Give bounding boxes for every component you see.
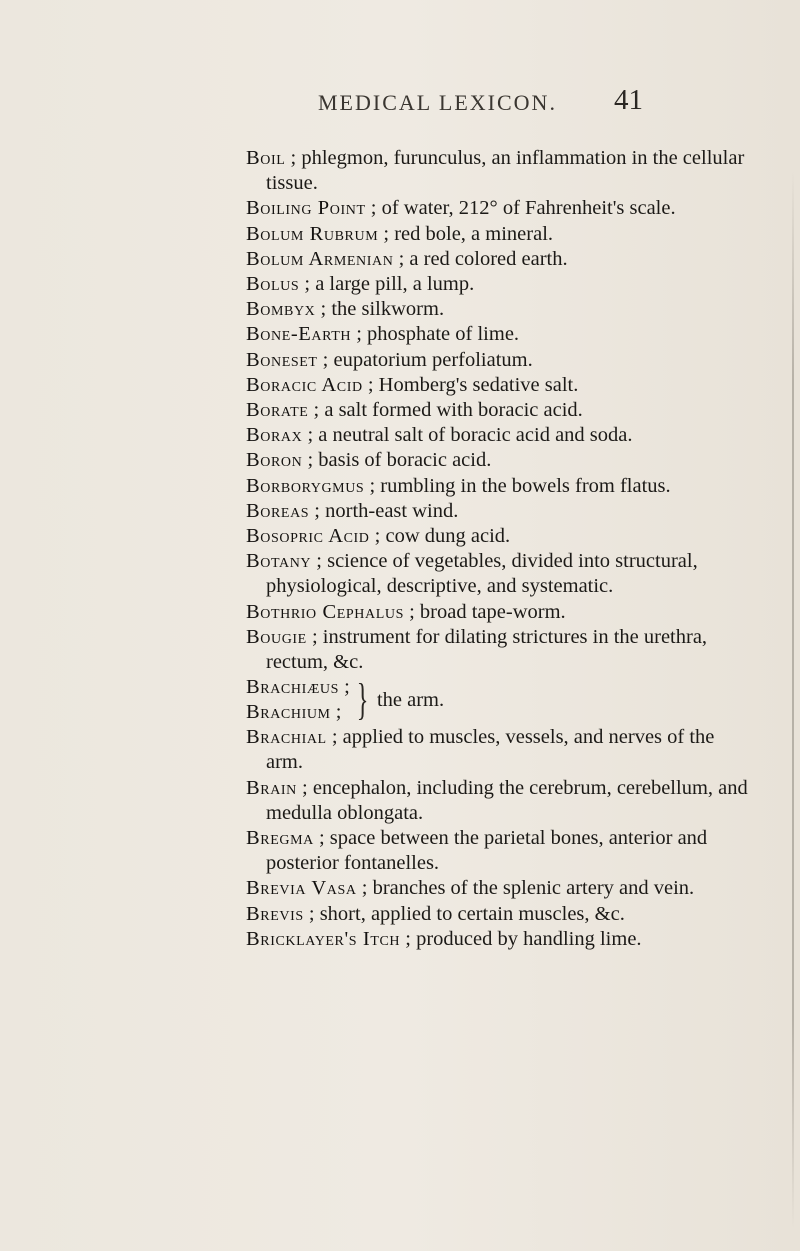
lexicon-entry: Boneset ; eupatorium perfoliatum.: [246, 348, 533, 371]
running-head: MEDICAL LEXICON.: [318, 90, 557, 115]
brace-term-brachiaeus: Brachiæus: [246, 676, 339, 699]
lexicon-entry: Bolum Armenian ; a red colored earth.: [246, 247, 568, 270]
curly-brace-icon: }: [356, 675, 369, 725]
lexicon-entry: Brain ; encephalon, including the cerebrum, cerebellum, and medulla oblongata.: [246, 776, 748, 824]
brace-term-brachium: Brachium: [246, 701, 331, 724]
lexicon-entry: Boiling Point ; of water, 212° of Fahrenheit's scale.: [246, 197, 676, 220]
brace-entry: [246, 675, 756, 725]
lexicon-entry: Borax ; a neutral salt of boracic acid and soda.: [246, 424, 633, 447]
lexicon-entry: Brevis ; short, applied to certain muscles, &c.: [246, 902, 625, 925]
lexicon-entry: Bosopric Acid ; cow dung acid.: [246, 525, 511, 548]
lexicon-entry: Bombyx ; the silkworm.: [246, 298, 445, 321]
brace-definition: the arm.: [376, 688, 445, 711]
lexicon-entry: Brevia Vasa ; branches of the splenic artery and vein.: [246, 877, 695, 900]
lexicon-entry: Boracic Acid ; Homberg's sedative salt.: [246, 373, 579, 396]
lexicon-entry: Bougie ; instrument for dilating strictures in the urethra, rectum, &c.: [246, 625, 708, 674]
lexicon-entry: Borate ; a salt formed with boracic acid.: [246, 399, 583, 422]
lexicon-entry: Bothrio Cephalus ; broad tape-worm.: [246, 600, 566, 623]
lexicon-entry: Bone-Earth ; phosphate of lime.: [246, 323, 520, 346]
lexicon-entry: Borborygmus ; rumbling in the bowels from flatus.: [246, 474, 671, 497]
page-header: [0, 84, 800, 130]
lexicon-entries: [246, 146, 756, 952]
lexicon-entry: Boreas ; north-east wind.: [246, 499, 459, 522]
lexicon-entry: Bricklayer's Itch ; produced by handling lime.: [246, 927, 642, 950]
lexicon-entry: Botany ; science of vegetables, divided into structural, physiological, descriptive, and systematic.: [246, 550, 698, 598]
lexicon-entry: Boil ; phlegmon, furunculus, an inflammation in the cellular tissue.: [246, 147, 745, 195]
lexicon-entry: Bolum Rubrum ; red bole, a mineral.: [246, 222, 554, 245]
lexicon-entry: Boron ; basis of boracic acid.: [246, 449, 492, 472]
page-edge-shadow: [792, 170, 794, 1230]
lexicon-entry: Bolus ; a large pill, a lump.: [246, 273, 475, 296]
lexicon-entry: Bregma ; space between the parietal bones, anterior and posterior fontanelles.: [246, 827, 708, 875]
brace-terms: Brachiæus ; Brachium ;: [246, 676, 350, 724]
lexicon-entry: Brachial ; applied to muscles, vessels, and nerves of the arm.: [246, 726, 715, 774]
page-number: 41: [614, 84, 643, 116]
